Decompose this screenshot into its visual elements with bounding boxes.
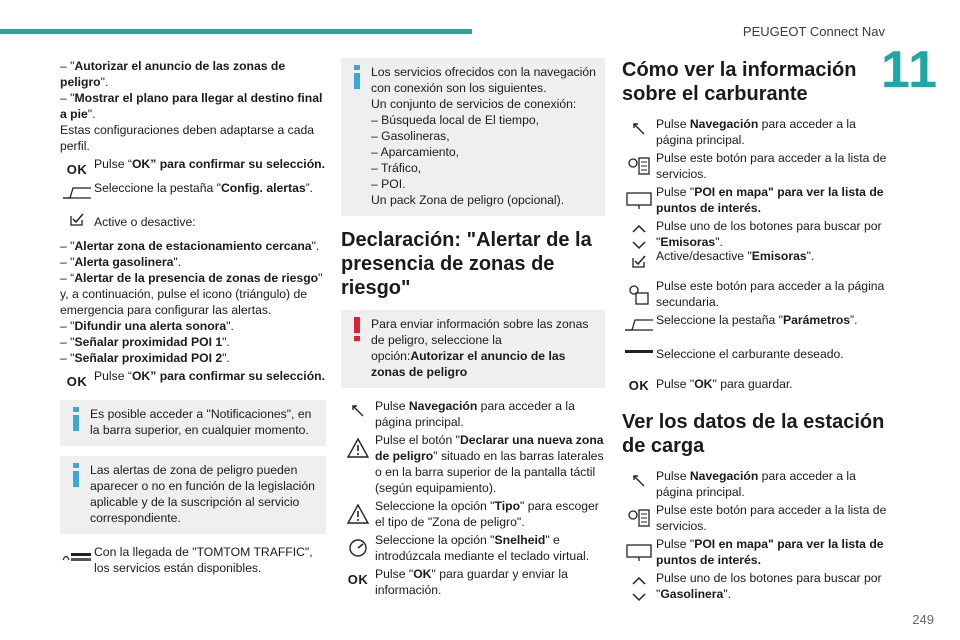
text-line: – "Alertar zona de estacionamiento cercana". [60,239,320,253]
service-item: – Aparcamiento, [371,145,460,159]
poi-map-icon [626,542,652,562]
chevron-up-down-icon [631,576,647,602]
header-accent-bar [0,29,472,34]
step-toggle: Active o desactive: [60,206,326,230]
tab-icon [62,186,92,200]
tomtom-traffic-logo [61,550,93,564]
tab-icon [624,318,654,332]
section-heading: Cómo ver la información sobre el carburante [622,59,857,105]
danger-triangle-icon [347,438,369,458]
checkbox-icon [632,254,646,268]
step-services: Pulse este botón para acceder a la lista de servicios. [622,502,890,534]
step-speed: Seleccione la opción "Snelheid" e introdúzcala mediante el teclado virtual. [341,532,605,564]
selection-bar-icon [624,348,654,356]
section-heading: Declaración: "Alertar de la presencia de zonas de riesgo" [341,229,592,299]
step-type: Seleccione la opción "Tipo" para escoger el tipo de "Zona de peligro". [341,498,605,530]
ok-icon: OK [66,374,88,389]
info-box: Los servicios ofrecidos con la navegación con conexión son los siguientes. Un conjunto de servicios de conexión: – Búsqueda local de El tiempo, – Gasolineras, – Aparcamiento, – Tráfico, – POI. Un pack Zona de peligro (opcional). [341,58,605,216]
service-item: – Gasolineras, [371,129,450,143]
chevron-up-down-icon [631,224,647,250]
page-number: 249 [912,612,934,627]
step-search: Pulse uno de los botones para buscar por "Gasolinera". [622,570,890,602]
ok-icon: OK [66,162,88,177]
text-line: – "Señalar proximidad POI 1". [60,335,230,349]
text-line: – "Autorizar el anuncio de las zonas de peligro". [60,59,286,89]
text-line: – "Mostrar el plano para llegar al destino final a pie". [60,91,323,121]
step-poi: Pulse "POI en mapa" para ver la lista de puntos de interés. [622,184,890,216]
step-toggle: Active/desactive "Emisoras". [622,248,890,268]
step-navigation: Pulse Navegación para acceder a la página principal. [341,398,605,430]
column-2 [341,58,605,600]
step-navigation: Pulse Navegación para acceder a la página principal. [622,116,890,148]
step-services: Pulse este botón para acceder a la lista de servicios. [622,150,890,182]
step-search: Pulse uno de los botones para buscar por "Emisoras". [622,218,890,250]
info-icon [349,64,365,90]
service-item: – Búsqueda local de El tiempo, [371,113,540,127]
chapter-number: 11 [881,41,938,99]
info-box: Es posible acceder a "Notificaciones", en la barra superior, en cualquier momento. [60,400,326,446]
poi-map-icon [626,190,652,210]
step-ok: OK Pulse "OK" para guardar y enviar la información. [347,567,568,597]
text-line: – “Alertar de la presencia de zonas de riesgo" y, a continuación, pulse el icono (triángulo) de emergencia para configurar las alertas. [60,271,323,317]
column-1 [60,58,326,578]
step-secondary: Pulse este botón para acceder a la página secundaria. [622,278,890,310]
text-line: – "Señalar proximidad POI 2". [60,351,230,365]
service-item: – POI. [371,177,406,191]
danger-triangle-icon [347,504,369,524]
column-3 [622,58,890,604]
services-list-icon [627,156,651,176]
service-item: – Tráfico, [371,161,422,175]
step-declare: Pulse el botón "Declarar una nueva zona de peligro" situado en las barras laterales o en la barra superior de la pantalla táctil (según equipamiento). [341,432,605,496]
text-line: Estas configuraciones deben adaptarse a cada perfil. [60,123,315,153]
navigation-arrow-icon [351,404,365,418]
step-tab: Seleccione la pestaña "Parámetros”. [622,312,890,332]
step-fuel: Seleccione el carburante deseado. [622,342,890,362]
info-icon [68,462,84,488]
speedometer-icon [348,538,368,558]
header-title: PEUGEOT Connect Nav [742,24,885,39]
info-icon [68,406,84,432]
step-tomtom: Con la llegada de "TOMTOM TRAFFIC", los servicios están disponibles. [60,544,326,576]
step-ok: OK Pulse "OK" para guardar. [628,377,793,393]
ok-icon: OK [628,378,650,393]
step-ok: OK Pulse “OK” para confirmar su selección. [66,369,325,389]
section-heading: Ver los datos de la estación de carga [622,411,885,457]
step-poi: Pulse "POI en mapa" para ver la lista de puntos de interés. [622,536,890,568]
secondary-page-icon [628,284,650,306]
info-box: Las alertas de zona de peligro pueden aparecer o no en función de la legislación aplicable y de la suscripción al servicio correspondiente. [60,456,326,534]
navigation-arrow-icon [632,474,646,488]
checkbox-icon [70,212,84,226]
ok-icon: OK [347,572,369,587]
text-line: – "Difundir una alerta sonora". [60,319,234,333]
step-navigation: Pulse Navegación para acceder a la página principal. [622,468,890,500]
navigation-arrow-icon [632,122,646,136]
warning-box: Para enviar información sobre las zonas de peligro, seleccione la opción:Autorizar el anuncio de las zonas de peligro [341,310,605,388]
step-tab: Seleccione la pestaña "Config. alertas”. [60,180,326,200]
services-list-icon [627,508,651,528]
warning-icon [349,316,365,342]
step-ok: OK Pulse “OK” para confirmar su selección. [66,157,325,177]
text-line: – "Alerta gasolinera". [60,255,182,269]
